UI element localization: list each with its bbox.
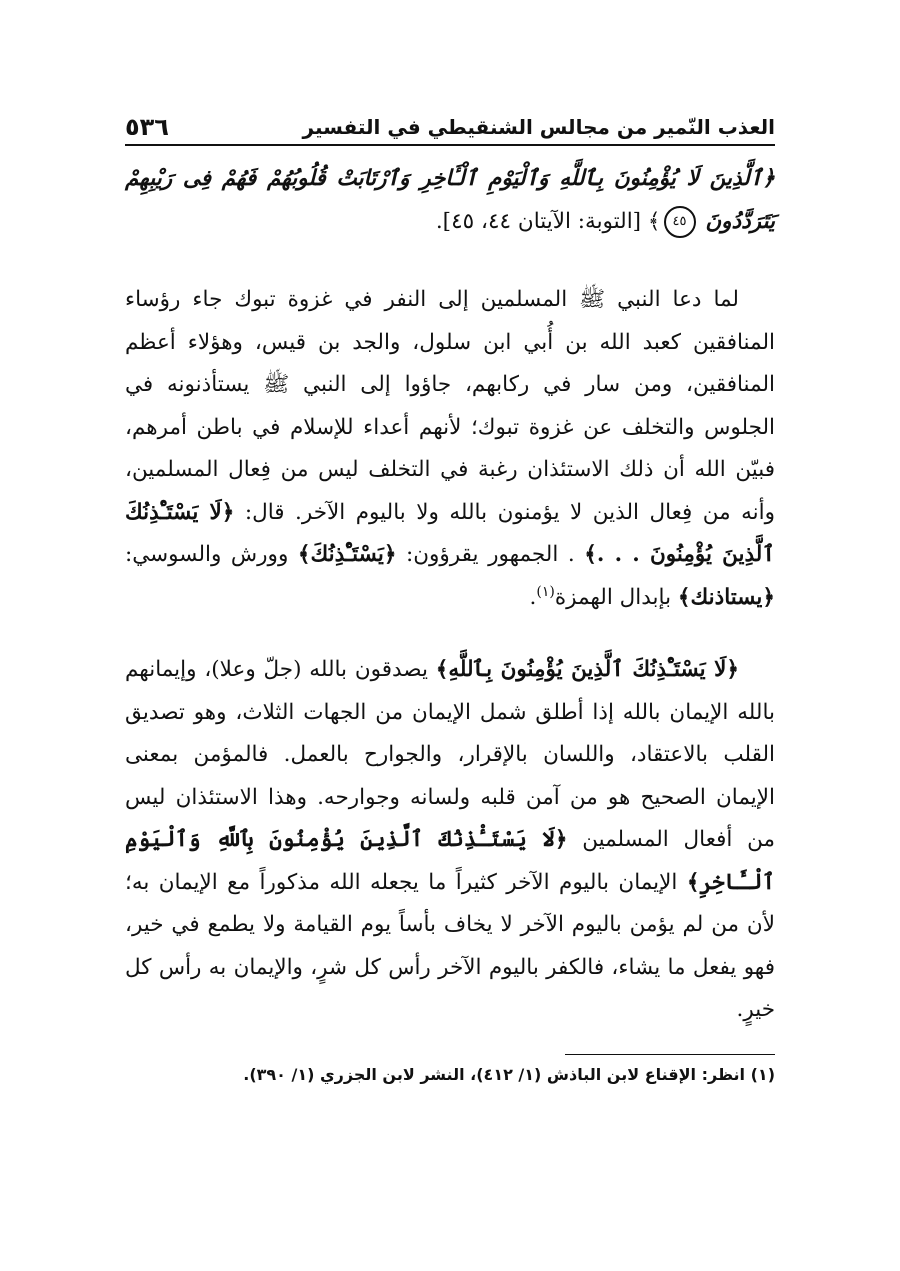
footnote-reference[interactable]: (١): [536, 583, 555, 600]
paragraph-1-text-c: وورش والسوسي:: [125, 542, 289, 567]
paragraph-1-quote-3: ﴿يستاذنك﴾: [677, 584, 775, 610]
paragraph-2-text-a: يصدقون بالله (جلّ وعلا)، وإيمانهم بالله الإيمان بالله إذا أطلق شمل الإيمان من الجهات الثلاث، وهو تصديق القلب بالاعتقاد، واللسان بالإقرار، والجوارح بالعمل. فالمؤمن بمعنى الإيمان الصحيح هو من آمن قلبه ولسانه وجوارحه. وهذا الاستئذان ليس من أفعال المسلمين: [125, 657, 775, 852]
paragraph-1-text-d: بإبدال الهمزة: [554, 584, 672, 610]
footnote: (١) انظر: الإقناع لابن الباذش (١/ ٤١٢)، النشر لابن الجزري (١/ ٣٩٠).: [243, 1064, 775, 1084]
paragraph-2-text-b: الإيمان باليوم الآخر كثيراً ما يجعله الله مذكوراً مع الإيمان به؛ لأن من لم يؤمن باليوم الآخر لا يخاف بأساً يوم القيامة ولا يطمع في خير، فهو يفعل ما يشاء، فالكفر باليوم الآخر رأس كل شرٍ، والإيمان به رأس كل خيرٍ.: [125, 869, 775, 1022]
paragraph-2: [125, 649, 775, 1032]
paragraph-1: [125, 279, 775, 619]
book-title: العذب النّمير من مجالس الشنقيطي في التفسير: [302, 115, 775, 139]
page-number: ٥٣٦: [125, 113, 169, 141]
quran-verse-block: [125, 158, 775, 243]
paragraph-1-text-end: .: [529, 584, 537, 610]
paragraph-2-quote-1: ﴿لَا يَسْتَـْٔذِنُكَ ٱلَّذِينَ يُؤْمِنُونَ بِٱللَّهِ﴾: [435, 657, 739, 682]
quran-verse: ﴿ٱلَّذِينَ لَا يُؤْمِنُونَ بِٱللَّهِ وَٱلْيَوْمِ ٱلْـَٔاخِرِ وَٱرْتَابَتْ قُلُوبُهُمْ فَهُمْ فِى رَيْبِهِمْ يَتَرَدَّدُونَ: [125, 166, 775, 234]
book-page: [125, 100, 775, 1105]
footnote-divider: [565, 1054, 775, 1055]
paragraph-2-quote-2: ﴿لَا يَسْتَـْٔذِنُكَ ٱلَّذِينَ يُؤْمِنُونَ بِٱللَّهِ وَٱلْيَوْمِ ٱلْـَٔاخِرِ﴾: [125, 827, 775, 895]
verse-reference: ﴾ [التوبة: الآيتان ٤٤، ٤٥].: [435, 208, 661, 234]
paragraph-1-text-b: . الجمهور يقرؤون:: [406, 542, 575, 567]
ayah-number-marker: ٤٥: [664, 206, 696, 238]
paragraph-1-quote-2: ﴿يَسْتَـْٔذِنُكَ﴾: [297, 542, 397, 567]
paragraph-1-text-a: لما دعا النبي ﷺ المسلمين إلى النفر في غزوة تبوك جاء رؤساء المنافقين كعبد الله بن أُبي ابن سلول، والجد بن قيس، وهؤلاء أعظم المنافقين، ومن سار في ركابهم، جاؤوا إلى النبي ﷺ يستأذنونه في الجلوس والتخلف عن غزوة تبوك؛ لأنهم أعداء للإسلام في باطن أمرهم، فبيّن الله أن ذلك الاستئذان رغبة في التخلف ليس من فِعال المسلمين، وأنه من فِعال الذين لا يؤمنون بالله ولا باليوم الآخر. قال:: [125, 287, 776, 525]
running-header: [125, 100, 775, 146]
paragraph-1-quote-1: ﴿لَا يَسْتَـْٔذِنُكَ ٱلَّذِينَ يُؤْمِنُونَ . . .﴾: [125, 499, 775, 567]
